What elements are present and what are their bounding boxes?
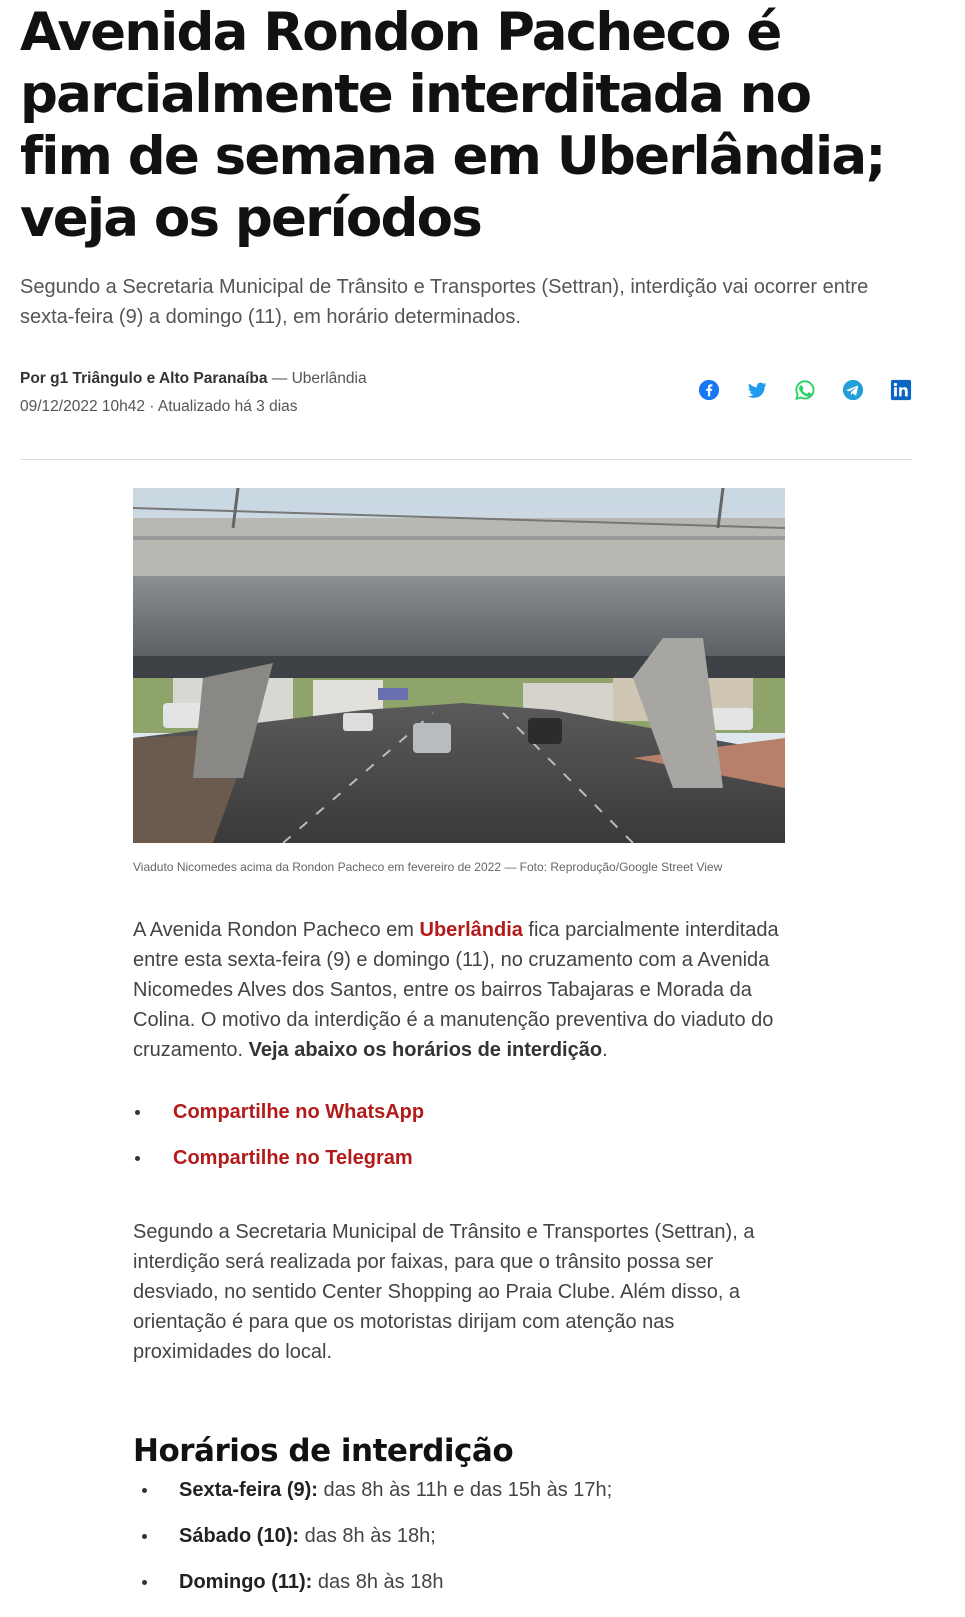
schedule-hours: das 8h às 11h e das 15h às 17h; [317,1479,613,1501]
text: . [602,1039,608,1061]
facebook-icon[interactable] [698,379,720,401]
headline: Avenida Rondon Pacheco é parcialmente interditada no fim de semana em Uberlândia; veja os períodos [20,2,885,249]
whatsapp-icon[interactable] [794,379,816,401]
schedule-item [133,1567,783,1613]
schedule-day: Sexta-feira (9): [179,1479,318,1501]
schedule-hours: das 8h às 18h; [299,1525,436,1547]
location: — Uberlândia [271,370,367,387]
article-subtitle: Segundo a Secretaria Municipal de Trânsito e Transportes (Settran), interdição vai ocorrer entre sexta-feira (9) a domingo (11), em horário determinados. [20,276,869,328]
paragraph-2: Segundo a Secretaria Municipal de Trânsito e Transportes (Settran), a interdição será realizada por faixas, para que o trânsito possa ser desviado, no sentido Center Shopping ao Praia Clube. Além disso, a orientação é para que os motoristas dirijam com atenção nas proximidades do local. [133,1221,755,1363]
publish-date: 09/12/2022 10h42 [20,398,145,415]
list-item [133,1143,783,1189]
photo-caption: Viaduto Nicomedes acima da Rondon Pacheco em fevereiro de 2022 — Foto: Reprodução/Google Street View [133,860,723,874]
share-links-list [133,1097,783,1189]
divider [20,459,912,460]
updated-info: · Atualizado há 3 dias [149,398,298,415]
emphasis-text: Veja abaixo os horários de interdição [248,1039,603,1061]
article-figure [133,488,785,875]
schedule-item [133,1521,783,1567]
share-telegram-link[interactable]: Compartilhe no Telegram [173,1147,413,1169]
linkedin-icon[interactable] [890,379,912,401]
share-bar [698,379,912,401]
share-whatsapp-link[interactable]: Compartilhe no WhatsApp [173,1101,425,1123]
schedule-day: Sábado (10): [179,1525,300,1547]
schedule-list [133,1475,783,1613]
twitter-icon[interactable] [746,379,768,401]
text: fica parcialmente interditada entre esta sexta-feira (9) e domingo (11), no cruzamento com a Avenida Nicomedes Alves dos Santos, entre os bairros Tabajaras e Morada da Colina. O motivo da interdição é a manutenção preventiva do viaduto do cruzamento. [133,919,779,1061]
article-meta [20,365,912,425]
schedule-item [133,1475,783,1521]
viaduct-photo[interactable] [133,488,785,843]
section-title: Horários de interdição [133,1433,514,1469]
schedule-day: Domingo (11): [179,1571,313,1593]
author[interactable]: Por g1 Triângulo e Alto Paranaíba [20,370,268,387]
schedule-hours: das 8h às 18h [312,1571,444,1593]
paragraph-1 [133,915,783,1065]
uberlandia-link[interactable]: Uberlândia [419,919,523,941]
article-body [133,915,783,1613]
list-item [133,1097,783,1143]
text: A Avenida Rondon Pacheco em [133,919,420,941]
telegram-icon[interactable] [842,379,864,401]
